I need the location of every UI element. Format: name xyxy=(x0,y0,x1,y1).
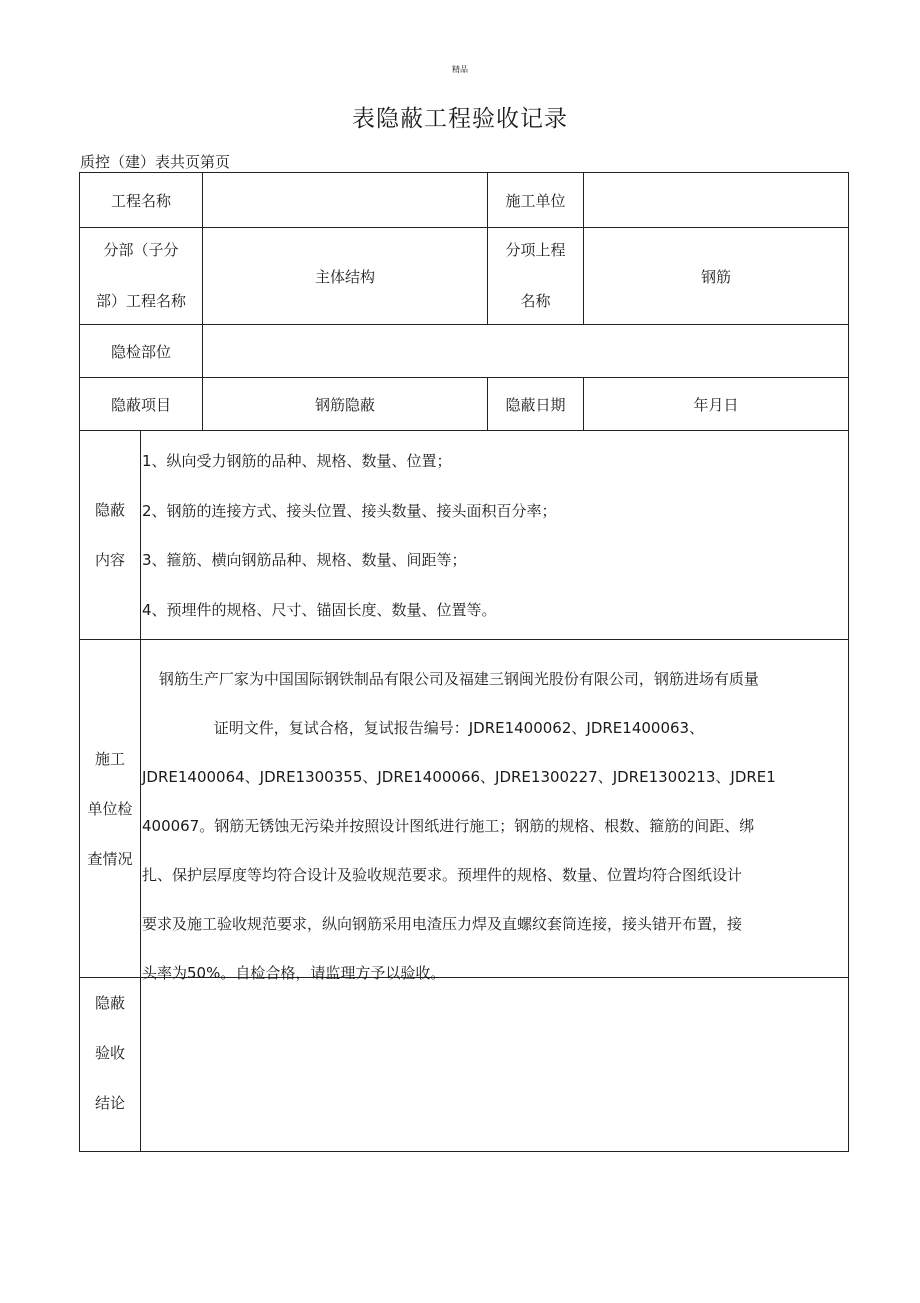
check-line: 钢筋生产厂家为中国国际钢铁制品有限公司及福建三钢闽光股份有限公司，钢筋进场有质量 xyxy=(158,670,759,688)
construction-check-label-line3: 查情况 xyxy=(87,849,133,868)
construction-check-text xyxy=(140,640,848,982)
project-name-field[interactable] xyxy=(202,173,487,227)
sub-division-field[interactable]: 主体结构 xyxy=(202,228,487,324)
content-item: 4、预埋件的规格、尺寸、锚固长度、数量、位置等。 xyxy=(142,600,497,619)
content-item: 2、钢筋的连接方式、接头位置、接头数量、接头面积百分率； xyxy=(142,501,557,520)
page-mark: 精品 xyxy=(452,65,468,74)
row-acceptance-conclusion xyxy=(80,977,848,1151)
check-line: 要求及施工验收规范要求，纵向钢筋采用电渣压力焊及直螺纹套筒连接，接头错开布置，接 xyxy=(142,915,743,933)
sub-division-label xyxy=(80,228,202,324)
sub-division-label-line1: 分部（子分 xyxy=(103,241,179,259)
acceptance-conclusion-label xyxy=(80,978,140,1151)
hidden-content-label xyxy=(80,431,140,639)
row-sub-division xyxy=(80,227,848,324)
construction-unit-label: 施工单位 xyxy=(487,173,583,227)
hidden-item-field[interactable]: 钢筋隐蔽 xyxy=(202,378,487,430)
conclusion-label-line2: 验收 xyxy=(94,1044,125,1062)
content-item: 3、箍筋、横向钢筋品种、规格、数量、间距等； xyxy=(142,551,467,569)
sub-item-label-line1: 分项上程 xyxy=(505,241,566,259)
row-project-name xyxy=(80,173,848,227)
hidden-location-label: 隐检部位 xyxy=(110,342,171,361)
content-item: 1、纵向受力钢筋的品种、规格、数量、位置； xyxy=(142,452,452,470)
construction-check-label-line1: 施工 xyxy=(94,749,125,768)
construction-check-label-line2: 单位检 xyxy=(87,799,133,818)
construction-unit-field[interactable] xyxy=(583,173,848,227)
construction-check-label xyxy=(80,640,140,977)
hidden-content-list xyxy=(140,431,848,639)
sub-item-label xyxy=(487,228,583,324)
hidden-content-label-line2: 内容 xyxy=(94,551,125,569)
check-line: 400067。钢筋无锈蚀无污染并按照设计图纸进行施工；钢筋的规格、根数、箍筋的间距、绑 xyxy=(142,817,755,835)
acceptance-conclusion-field[interactable] xyxy=(140,978,848,1151)
check-line: 证明文件，复试合格，复试报告编号：JDRE1400062、JDRE1400063、 xyxy=(213,719,705,737)
sub-division-label-line2: 部）工程名称 xyxy=(95,292,186,310)
project-name-label: 工程名称 xyxy=(110,191,171,210)
hidden-item-label: 隐蔽项目 xyxy=(110,395,171,414)
document-title: 表隐蔽工程验收记录 xyxy=(352,106,568,132)
hidden-date-field[interactable]: 年月日 xyxy=(583,378,848,430)
hidden-date-label: 隐蔽日期 xyxy=(487,378,583,430)
inspection-record-table xyxy=(79,172,849,1152)
sub-item-label-line2: 名称 xyxy=(520,292,551,310)
row-hidden-location xyxy=(80,324,848,377)
sub-item-field[interactable]: 钢筋 xyxy=(583,228,848,324)
row-hidden-item xyxy=(80,377,848,430)
row-construction-check xyxy=(80,639,848,982)
conclusion-label-line3: 结论 xyxy=(94,1094,125,1112)
check-line: JDRE1400064、JDRE1300355、JDRE1400066、JDRE1300227、JDRE1300213、JDRE1 xyxy=(142,768,776,786)
hidden-content-label-line1: 隐蔽 xyxy=(94,501,125,519)
check-line: 头率为50%。自检合格，请监理方予以验收。 xyxy=(142,964,446,982)
row-hidden-content xyxy=(80,430,848,639)
conclusion-label-line1: 隐蔽 xyxy=(94,994,125,1012)
hidden-location-field[interactable] xyxy=(202,325,848,377)
form-code: 质控（建）表共页第页 xyxy=(80,153,231,171)
check-line: 扎、保护层厚度等均符合设计及验收规范要求。预埋件的规格、数量、位置均符合图纸设计 xyxy=(142,866,743,884)
